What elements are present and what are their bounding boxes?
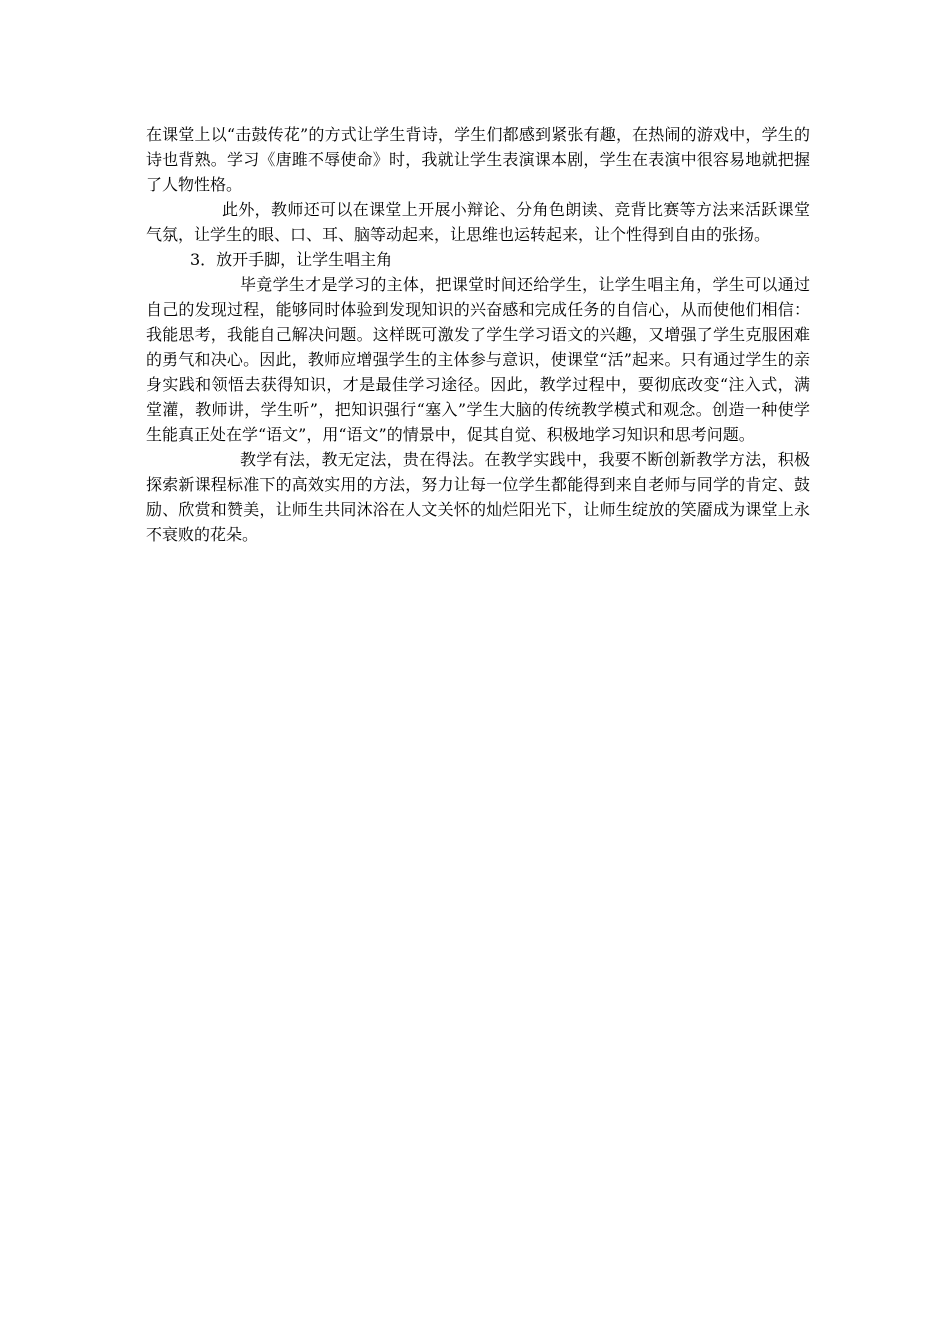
section-heading-3: 3．放开手脚，让学生唱主角 bbox=[190, 250, 393, 269]
paragraph-student-subject: 毕竟学生才是学习的主体，把课堂时间还给学生，让学生唱主角，学生可以通过自己的发现过程，能够同时体验到发现知识的兴奋感和完成任务的自信心，从而使他们相信：我能思考，我能自己解决问题。这样既可激发了学生学习语文的兴趣，又增强了学生克服困难的勇气和决心。因此，教师应增强学生的主体参与意识，使课堂“活”起来。只有通过学生的亲身实践和领悟去获得知识，才是最佳学习途径。因此，教学过程中，要彻底改变“注入式，满堂灌，教师讲，学生听”，把知识强行“塞入”学生大脑的传统教学模式和观念。创造一种使学生能真正处在学“语文”，用“语文”的情景中，促其自觉、积极地学习知识和思考问题。 bbox=[146, 275, 810, 444]
paragraph-conclusion: 教学有法，教无定法，贵在得法。在教学实践中，我要不断创新教学方法，积极探索新课程标准下的高效实用的方法，努力让每一位学生都能得到来自老师与同学的肯定、鼓励、欣赏和赞美，让师生共同沐浴在人文关怀的灿烂阳光下，让师生绽放的笑靥成为课堂上永不衰败的花朵。 bbox=[146, 450, 810, 544]
paragraph-other-methods: 此外，教师还可以在课堂上开展小辩论、分角色朗读、竞背比赛等方法来活跃课堂气氛，让学生的眼、口、耳、脑等动起来，让思维也运转起来，让个性得到自由的张扬。 bbox=[146, 200, 810, 244]
document-body bbox=[146, 122, 810, 547]
paragraph-continuation: 在课堂上以“击鼓传花”的方式让学生背诗，学生们都感到紧张有趣，在热闹的游戏中，学生的诗也背熟。学习《唐雎不辱使命》时，我就让学生表演课本剧，学生在表演中很容易地就把握了人物性格。 bbox=[146, 125, 810, 194]
